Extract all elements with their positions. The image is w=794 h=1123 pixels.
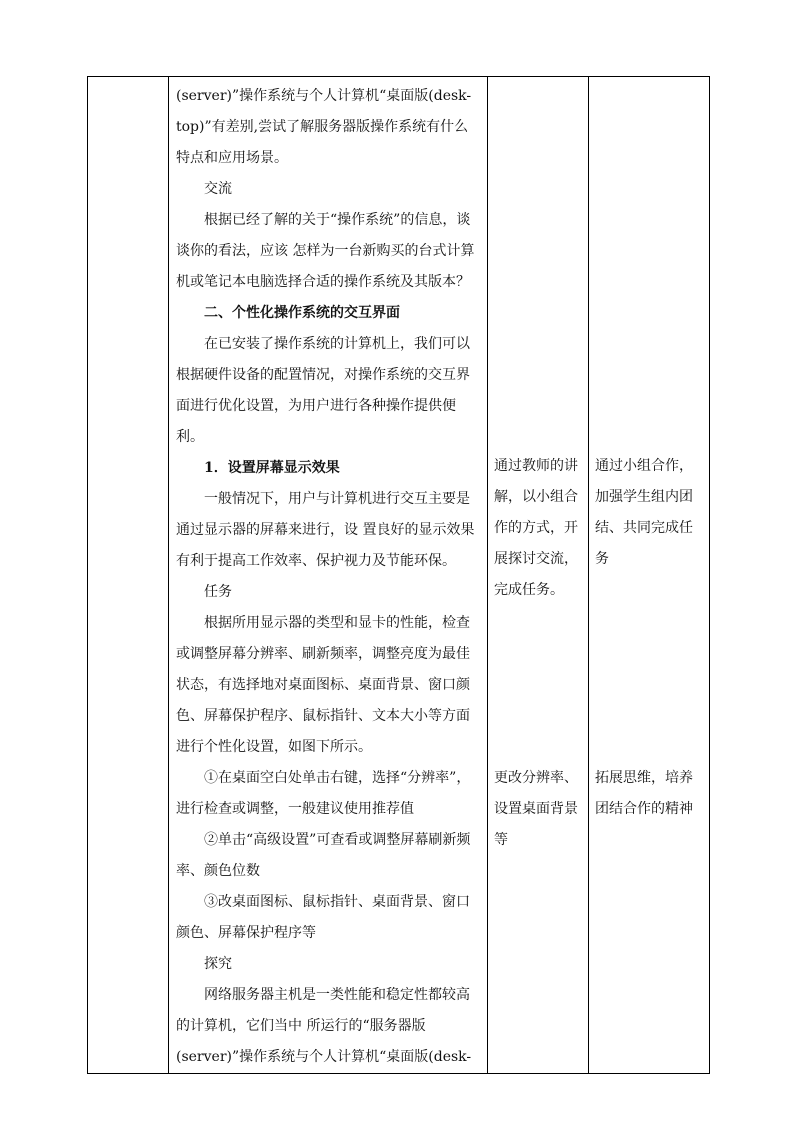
paragraph-heading-exchange: 交流 xyxy=(204,181,232,197)
paragraph-heading-explore: 探究 xyxy=(204,956,232,972)
paragraph: 特点和应用场景。 xyxy=(176,150,288,166)
design-intent-cell xyxy=(589,77,710,1074)
teacher-activity-text: 更改分辨率、设置桌面背景等 xyxy=(494,770,578,848)
paragraph: (server)”操作系统与个人计算机“桌面版(desk- xyxy=(176,1049,472,1065)
stage-column-cell xyxy=(88,77,169,1074)
paragraph: 根据已经了解的关于“操作系统”的信息，谈谈你的看法，应该 怎样为一台新购买的台式计算机或笔记本电脑选择合适的操作系统及其版本？ xyxy=(176,212,475,290)
lesson-content xyxy=(169,77,487,1073)
paragraph: 在已安装了操作系统的计算机上，我们可以根据硬件设备的配置情况，对操作系统的交互界面进行优化设置，为用户进行各种操作提供便利。 xyxy=(176,336,470,445)
paragraph: (server)”操作系统与个人计算机“桌面版(desk- xyxy=(176,88,472,104)
design-intent-text: 拓展思维，培养团结合作的精神 xyxy=(595,770,693,817)
paragraph: 一般情况下，用户与计算机进行交互主要是通过显示器的屏幕来进行，设 置良好的显示效果有利于提高工作效率、保护视力及节能环保。 xyxy=(176,491,475,569)
section-heading: 二、个性化操作系统的交互界面 xyxy=(204,305,400,321)
step-item: ①在桌面空白处单击右键，选择“分辨率”，进行检查或调整，一般建议使用推荐值 xyxy=(176,770,471,817)
subsection-heading: 1．设置屏幕显示效果 xyxy=(204,460,340,476)
teacher-activity-cell xyxy=(488,77,589,1074)
step-item: ②单击“高级设置”可查看或调整屏幕刷新频率、颜色位数 xyxy=(176,832,471,879)
paragraph-heading-task: 任务 xyxy=(204,584,232,600)
table-row xyxy=(88,77,710,1074)
paragraph: top)”有差别,尝试了解服务器版操作系统有什么 xyxy=(176,119,469,135)
paragraph: 网络服务器主机是一类性能和稳定性都较高的计算机，它们当中 所运行的“服务器版 xyxy=(176,987,470,1034)
paragraph: 根据所用显示器的类型和显卡的性能，检查或调整屏幕分辨率、刷新频率，调整亮度为最佳状态，有选择地对桌面图标、桌面背景、窗口颜色、屏幕保护程序、鼠标指针、文本大小等方面进行个性化设置，如图下所示。 xyxy=(176,615,470,755)
lesson-plan-table xyxy=(87,76,710,1074)
step-item: ③改桌面图标、鼠标指针、桌面背景、窗口颜色、屏幕保护程序等 xyxy=(176,894,470,941)
design-intent-text: 通过小组合作，加强学生组内团结、共同完成任务 xyxy=(595,458,693,567)
content-column-cell xyxy=(169,77,488,1074)
teacher-activity-text: 通过教师的讲解，以小组合作的方式，开展探讨交流，完成任务。 xyxy=(494,458,578,598)
